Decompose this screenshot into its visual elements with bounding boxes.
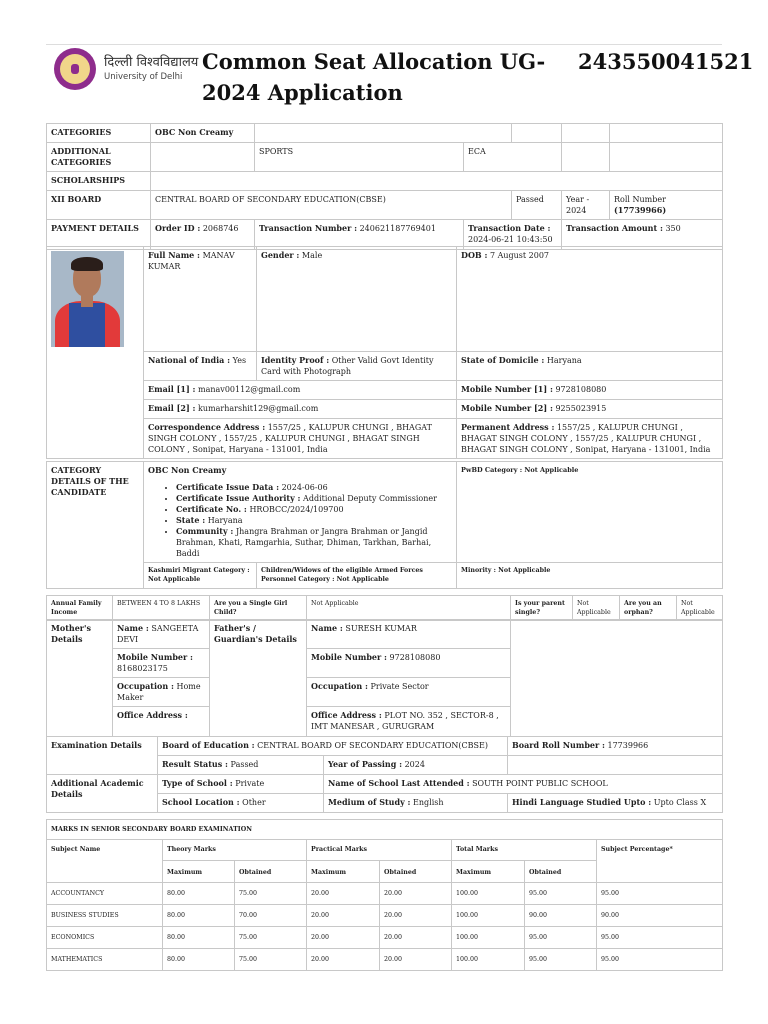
transaction-date: Transaction Date : 2024-06-21 10:43:50 bbox=[464, 220, 562, 250]
page-title: Common Seat Allocation UG-2024 Application bbox=[202, 49, 546, 105]
marks-cell: 20.00 bbox=[380, 949, 452, 971]
list-item: • State : Haryana bbox=[176, 515, 452, 526]
practical-marks-header: Practical Marks bbox=[307, 840, 452, 861]
annual-family-income-value: BETWEEN 4 TO 8 LAKHS bbox=[113, 596, 210, 621]
xii-roll-number: Roll Number (17739966) bbox=[610, 191, 723, 220]
single-parent-value: Not Applicable bbox=[573, 596, 620, 621]
father-occupation: Occupation : Private Sector bbox=[307, 678, 511, 707]
marks-cell: 95.00 bbox=[525, 927, 597, 949]
university-name-english: University of Delhi bbox=[104, 72, 183, 82]
subject-cell: ACCOUNTANCY bbox=[47, 883, 163, 905]
email-1: Email [1] : manav00112@gmail.com bbox=[144, 381, 457, 400]
total-marks-header: Total Marks bbox=[452, 840, 597, 861]
mother-mobile: Mobile Number : 8168023175 bbox=[113, 649, 210, 678]
xii-board-label: XII BOARD bbox=[47, 191, 151, 220]
category-details-body bbox=[144, 462, 457, 563]
kashmiri-migrant-category: Kashmiri Migrant Category : Not Applicable bbox=[144, 563, 257, 589]
table-row bbox=[47, 905, 723, 927]
marks-cell: 75.00 bbox=[235, 949, 307, 971]
table-row bbox=[47, 949, 723, 971]
personal-details-table bbox=[46, 246, 723, 459]
marks-cell: 95.00 bbox=[525, 883, 597, 905]
correspondence-address: Correspondence Address : 1557/25 , KALUPUR CHUNGI , BHAGAT SINGH COLONY , 1557/25 , KALUPUR CHUNGI , BHAGAT SINGH COLONY , Sonipat, Haryana - 131001, India bbox=[144, 419, 457, 459]
year-of-passing: Year of Passing : 2024 bbox=[324, 756, 508, 775]
marks-cell: 70.00 bbox=[235, 905, 307, 927]
father-name: Name : SURESH KUMAR bbox=[307, 620, 511, 649]
fathers-details-label: Father's / Guardian's Details bbox=[210, 620, 307, 737]
categories-label: CATEGORIES bbox=[47, 124, 151, 143]
marks-cell: 20.00 bbox=[380, 905, 452, 927]
sports-category: SPORTS bbox=[255, 143, 464, 172]
board-of-education: Board of Education : CENTRAL BOARD OF SECONDARY EDUCATION(CBSE) bbox=[158, 737, 508, 756]
theory-marks-header: Theory Marks bbox=[163, 840, 307, 861]
email-2: Email [2] : kumarharshit129@gmail.com bbox=[144, 400, 457, 419]
marks-title: MARKS IN SENIOR SECONDARY BOARD EXAMINATION bbox=[47, 820, 723, 840]
permanent-address: Permanent Address : 1557/25 , KALUPUR CHUNGI , BHAGAT SINGH COLONY , 1557/25 , KALUPUR CHUNGI , BHAGAT SINGH COLONY , Sonipat, Haryana - 131001, India bbox=[457, 419, 723, 459]
result-status: Result Status : Passed bbox=[158, 756, 324, 775]
marks-cell: 20.00 bbox=[380, 927, 452, 949]
minority-category: Minority : Not Applicable bbox=[457, 563, 723, 589]
single-parent-label: Is your parent single? bbox=[511, 596, 573, 621]
marks-cell: 95.00 bbox=[525, 949, 597, 971]
practical-obtained-header: Obtained bbox=[380, 861, 452, 883]
additional-categories-label: ADDITIONAL CATEGORIES bbox=[47, 143, 151, 172]
school-location: School Location : Other bbox=[158, 794, 324, 813]
marks-cell: 20.00 bbox=[307, 883, 380, 905]
marks-cell: 95.00 bbox=[597, 883, 723, 905]
marks-cell: 20.00 bbox=[307, 905, 380, 927]
hindi-language-studied: Hindi Language Studied Upto : Upto Class X bbox=[508, 794, 723, 813]
single-girl-child-label: Are you a Single Girl Child? bbox=[210, 596, 307, 621]
marks-cell: 75.00 bbox=[235, 883, 307, 905]
name-of-school: Name of School Last Attended : SOUTH POINT PUBLIC SCHOOL bbox=[324, 775, 723, 794]
national-of-india: National of India : Yes bbox=[144, 352, 257, 381]
father-mobile: Mobile Number : 9728108080 bbox=[307, 649, 511, 678]
payment-details-label: PAYMENT DETAILS bbox=[47, 220, 151, 250]
list-item: • Community : Jhangra Brahman or Jangra Brahman or Jangid Brahman, Khati, Ramgarhia, Suthar, Dhiman, Tarkhan, Barhai, Baddi bbox=[176, 526, 452, 559]
marks-cell: 95.00 bbox=[597, 927, 723, 949]
marks-cell: 100.00 bbox=[452, 949, 525, 971]
marks-cell: 20.00 bbox=[307, 949, 380, 971]
list-item: • Certificate No. : HROBCC/2024/109700 bbox=[176, 504, 452, 515]
gender: Gender : Male bbox=[257, 247, 457, 352]
list-item: • Certificate Issue Data : 2024-06-06 bbox=[176, 482, 452, 493]
marks-cell: 90.00 bbox=[525, 905, 597, 927]
mothers-details-label: Mother's Details bbox=[47, 620, 113, 737]
subject-cell: MATHEMATICS bbox=[47, 949, 163, 971]
theory-obtained-header: Obtained bbox=[235, 861, 307, 883]
marks-cell: 100.00 bbox=[452, 883, 525, 905]
certificate-list bbox=[148, 482, 452, 559]
additional-academic-label: Additional Academic Details bbox=[47, 775, 158, 813]
marks-table bbox=[46, 819, 723, 971]
top-divider bbox=[46, 44, 722, 45]
subject-name-header: Subject Name bbox=[47, 840, 163, 883]
xii-year: Year - 2024 bbox=[562, 191, 610, 220]
type-of-school: Type of School : Private bbox=[158, 775, 324, 794]
subject-cell: BUSINESS STUDIES bbox=[47, 905, 163, 927]
mother-occupation: Occupation : Home Maker bbox=[113, 678, 210, 707]
xii-board-name: CENTRAL BOARD OF SECONDARY EDUCATION(CBSE) bbox=[151, 191, 512, 220]
mobile-number-2: Mobile Number [2] : 9255023915 bbox=[457, 400, 723, 419]
examination-details-label: Examination Details bbox=[47, 737, 158, 775]
state-of-domicile: State of Domicile : Haryana bbox=[457, 352, 723, 381]
marks-cell: 20.00 bbox=[307, 927, 380, 949]
list-item: • Certificate Issue Authority : Additional Deputy Commissioner bbox=[176, 493, 452, 504]
total-max-header: Maximum bbox=[452, 861, 525, 883]
marks-cell: 95.00 bbox=[597, 949, 723, 971]
categories-value: OBC Non Creamy bbox=[151, 124, 255, 143]
pwbd-category: PwBD Category : Not Applicable bbox=[457, 462, 723, 563]
table-row bbox=[47, 927, 723, 949]
university-logo-icon bbox=[54, 48, 96, 90]
examination-details-table bbox=[46, 736, 723, 813]
table-row bbox=[47, 883, 723, 905]
marks-cell: 100.00 bbox=[452, 927, 525, 949]
family-details-table bbox=[46, 595, 723, 621]
subject-percentage-header: Subject Percentage* bbox=[597, 840, 723, 883]
category-value: OBC Non Creamy bbox=[148, 465, 227, 475]
marks-cell: 80.00 bbox=[163, 883, 235, 905]
application-number: 243550041521 bbox=[578, 49, 754, 74]
category-details-table bbox=[46, 461, 723, 589]
mother-name: Name : SANGEETA DEVI bbox=[113, 620, 210, 649]
marks-cell: 75.00 bbox=[235, 927, 307, 949]
scholarships-label: SCHOLARSHIPS bbox=[47, 172, 151, 191]
parents-details-table bbox=[46, 619, 723, 737]
candidate-photo bbox=[51, 251, 124, 347]
identity-proof: Identity Proof : Other Valid Govt Identity Card with Photograph bbox=[257, 352, 457, 381]
mother-office-address: Office Address : bbox=[113, 707, 210, 737]
eca-category: ECA bbox=[464, 143, 562, 172]
order-id: Order ID : 2068746 bbox=[151, 220, 255, 250]
university-name-hindi: दिल्ली विश्वविद्यालय bbox=[104, 55, 199, 70]
armed-forces-category: Children/Widows of the eligible Armed Forces Personnel Category : Not Applicable bbox=[257, 563, 457, 589]
theory-max-header: Maximum bbox=[163, 861, 235, 883]
father-office-address: Office Address : PLOT NO. 352 , SECTOR-8 , IMT MANESAR , GURUGRAM bbox=[307, 707, 511, 737]
marks-cell: 80.00 bbox=[163, 905, 235, 927]
marks-cell: 90.00 bbox=[597, 905, 723, 927]
marks-cell: 80.00 bbox=[163, 927, 235, 949]
transaction-amount: Transaction Amount : 350 bbox=[562, 220, 723, 250]
transaction-number: Transaction Number : 240621187769401 bbox=[255, 220, 464, 250]
total-obtained-header: Obtained bbox=[525, 861, 597, 883]
categories-table bbox=[46, 123, 723, 250]
xii-status: Passed bbox=[512, 191, 562, 220]
practical-max-header: Maximum bbox=[307, 861, 380, 883]
orphan-label: Are you an orphan? bbox=[620, 596, 677, 621]
page-header bbox=[46, 46, 754, 120]
marks-cell: 80.00 bbox=[163, 949, 235, 971]
board-roll-number: Board Roll Number : 17739966 bbox=[508, 737, 723, 756]
marks-cell: 20.00 bbox=[380, 883, 452, 905]
dob: DOB : 7 August 2007 bbox=[457, 247, 723, 352]
mobile-number-1: Mobile Number [1] : 9728108080 bbox=[457, 381, 723, 400]
orphan-value: Not Applicable bbox=[677, 596, 723, 621]
full-name: Full Name : MANAV KUMAR bbox=[144, 247, 257, 352]
marks-cell: 100.00 bbox=[452, 905, 525, 927]
subject-cell: ECONOMICS bbox=[47, 927, 163, 949]
annual-family-income-label: Annual Family Income bbox=[47, 596, 113, 621]
category-details-label: CATEGORY DETAILS OF THE CANDIDATE bbox=[47, 462, 144, 589]
single-girl-child-value: Not Applicable bbox=[307, 596, 511, 621]
medium-of-study: Medium of Study : English bbox=[324, 794, 508, 813]
